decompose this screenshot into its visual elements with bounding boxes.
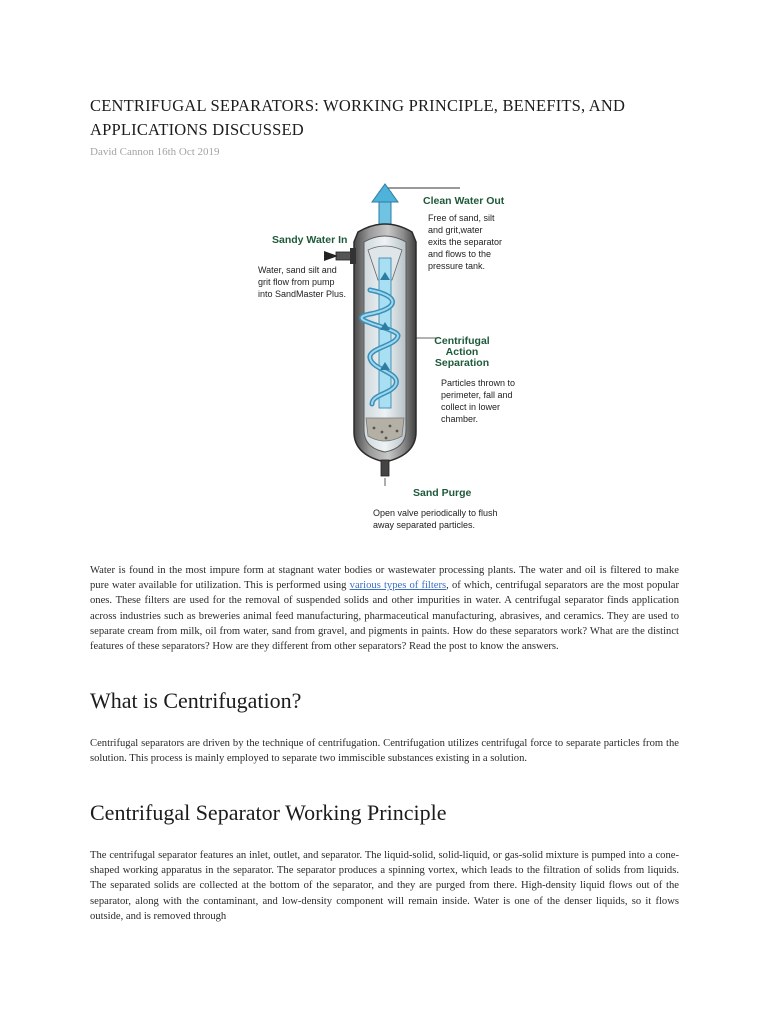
sandy-water-line: grit flow from pump: [258, 277, 335, 287]
article-byline: David Cannon 16th Oct 2019: [90, 146, 220, 158]
clean-water-heading: Clean Water Out: [423, 195, 505, 207]
centrifugal-line: collect in lower: [441, 402, 501, 412]
clean-water-line: and flows to the: [428, 249, 492, 259]
intro-paragraph: [90, 563, 679, 654]
filters-link[interactable]: various types of filters: [349, 580, 447, 592]
intro-text: Water is found in the most impure form at stagnant water bodies or wastewater processing plants. The water and oil is filtered to make pure water available for utilization. This is performed using: [90, 565, 679, 592]
sand-purge-line: away separated particles.: [373, 520, 476, 530]
article-title: CENTRIFUGAL SEPARATORS: WORKING PRINCIPLE, BENEFITS, AND APPLICATIONS DISCUSSED: [90, 96, 626, 139]
centrifugal-line: chamber.: [441, 414, 479, 424]
working-principle-paragraph: The centrifugal separator features an inlet, outlet, and separator. The liquid-solid, solid-liquid, or gas-solid mixture is pumped into a cone-shaped working apparatus in the separator. The separator produces a spinning vortex, which leads to the filtration of solids from liquids. The separated solids are collected at the bottom of the separator, and they are purged from there. High-density liquid flows out of the separator, along with the contaminant, and low-density component will remain inside. Water is one of the denser liquids, so it flows outside, and is removed through: [90, 850, 679, 922]
centrifugal-heading: Action: [445, 346, 479, 358]
arrow-up-icon: [372, 184, 398, 202]
centrifugal-heading: Centrifugal: [434, 335, 490, 347]
centrifugation-paragraph: Centrifugal separators are driven by the technique of centrifugation. Centrifugation utilizes centrifugal force to separate particles from the solution. This process is mainly employed to separate two immiscible substances existing in a solution.: [90, 738, 679, 765]
section-heading-working-principle: Centrifugal Separator Working Principle: [90, 800, 447, 825]
clean-water-line: and grit,water: [428, 225, 483, 235]
centrifugal-heading: Separation: [434, 357, 490, 369]
clean-water-line: exits the separator: [428, 237, 503, 247]
sandy-water-line: into SandMaster Plus.: [258, 289, 347, 299]
clean-water-line: pressure tank.: [428, 261, 486, 271]
sand-purge-line: Open valve periodically to flush: [373, 508, 498, 518]
section-heading-centrifugation: What is Centrifugation?: [90, 688, 302, 713]
separator-vessel: [354, 224, 416, 476]
sandy-water-heading: Sandy Water In: [272, 234, 348, 246]
centrifugal-line: perimeter, fall and: [441, 390, 513, 400]
centrifugal-line: Particles thrown to: [441, 378, 516, 388]
sandy-water-line: Water, sand silt and: [258, 265, 337, 275]
clean-water-line: Free of sand, silt: [428, 213, 495, 223]
purge-valve: [381, 460, 389, 476]
sand-purge-heading: Sand Purge: [413, 487, 472, 499]
sandy-water-inlet: [324, 248, 356, 264]
intro-text-continued: , of which, centrifugal separators are the most popular ones. These filters are used for the removal of suspended solids and other impurities in water. A centrifugal separator finds application across industries such as breweries animal feed manufacturing, pharmaceutical manufacturing, abrasives, and ceramics. They are used to separate cream from milk, oil from water, sand from gravel, and pigments in paints. How do these separators work? What are the distinct features of these separators? How are they different from other separators? Read the post to know the answers.: [90, 580, 680, 653]
separator-diagram: [240, 180, 540, 540]
